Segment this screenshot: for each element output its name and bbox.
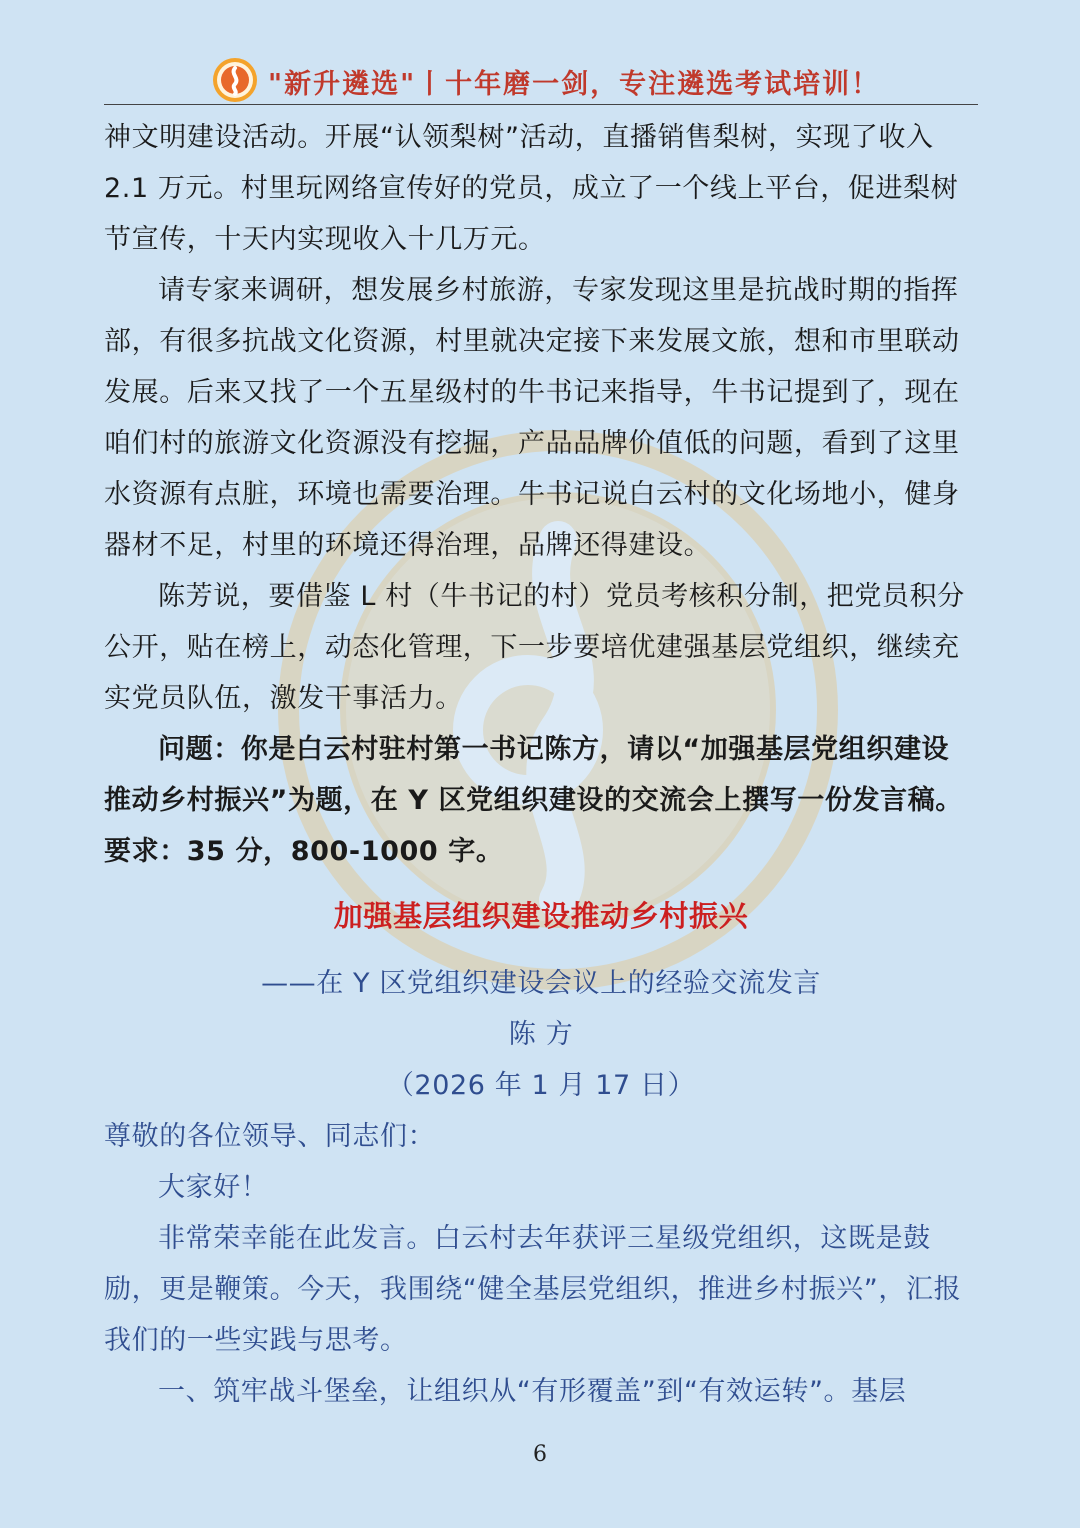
document-body xyxy=(104,112,978,1417)
header-slogan: "新升遴选"丨十年磨一剑，专注遴选考试培训！ xyxy=(268,69,881,100)
paragraph: 神文明建设活动。开展“认领梨树”活动，直播销售梨树，实现了收入 2.1 万元。村里玩网络宣传好的党员，成立了一个线上平台，促进梨树节宣传，十天内实现收入十几万元。 xyxy=(104,122,959,255)
speech-author: 陈 方 xyxy=(508,1019,574,1050)
xinsheng-logo xyxy=(212,57,258,103)
page-header xyxy=(104,56,978,105)
paragraph: 请专家来调研，想发展乡村旅游，专家发现这里是抗战时期的指挥部，有很多抗战文化资源，村里就决定接下来发展文旅，想和市里联动发展。后来又找了一个五星级村的牛书记来指导，牛书记提到了，现在咱们村的旅游文化资源没有挖掘，产品品牌价值低的问题，看到了这里水资源有点脏，环境也需要治理。牛书记说白云村的文化场地小，健身器材不足，村里的环境还得治理，品牌还得建设。 xyxy=(104,275,960,561)
speech-paragraph: 一、筑牢战斗堡垒，让组织从“有形覆盖”到“有效运转”。基层 xyxy=(158,1376,907,1407)
speech-subtitle: ——在 Y 区党组织建设会议上的经验交流发言 xyxy=(261,968,821,999)
question-paragraph: 问题：你是白云村驻村第一书记陈方，请以“加强基层党组织建设 推动乡村振兴”为题，在 Y 区党组织建设的交流会上撰写一份发言稿。要求：35 分，800-1000 字。 xyxy=(104,734,963,867)
paragraph: 陈芳说，要借鉴 L 村（牛书记的村）党员考核积分制，把党员积分公开，贴在榜上，动态化管理，下一步要培优建强基层党组织，继续充实党员队伍，激发干事活力。 xyxy=(104,581,965,714)
speech-paragraph: 非常荣幸能在此发言。白云村去年获评三星级党组织，这既是鼓励，更是鞭策。今天，我围绕“健全基层党组织，推进乡村振兴”，汇报我们的一些实践与思考。 xyxy=(104,1223,962,1356)
page-number: 6 xyxy=(533,1442,547,1467)
speech-title: 加强基层组织建设推动乡村振兴 xyxy=(333,899,749,933)
speech-salutation: 尊敬的各位领导、同志们： xyxy=(104,1121,436,1152)
speech-greeting: 大家好！ xyxy=(158,1172,269,1203)
speech-date: （2026 年 1 月 17 日） xyxy=(386,1070,696,1101)
